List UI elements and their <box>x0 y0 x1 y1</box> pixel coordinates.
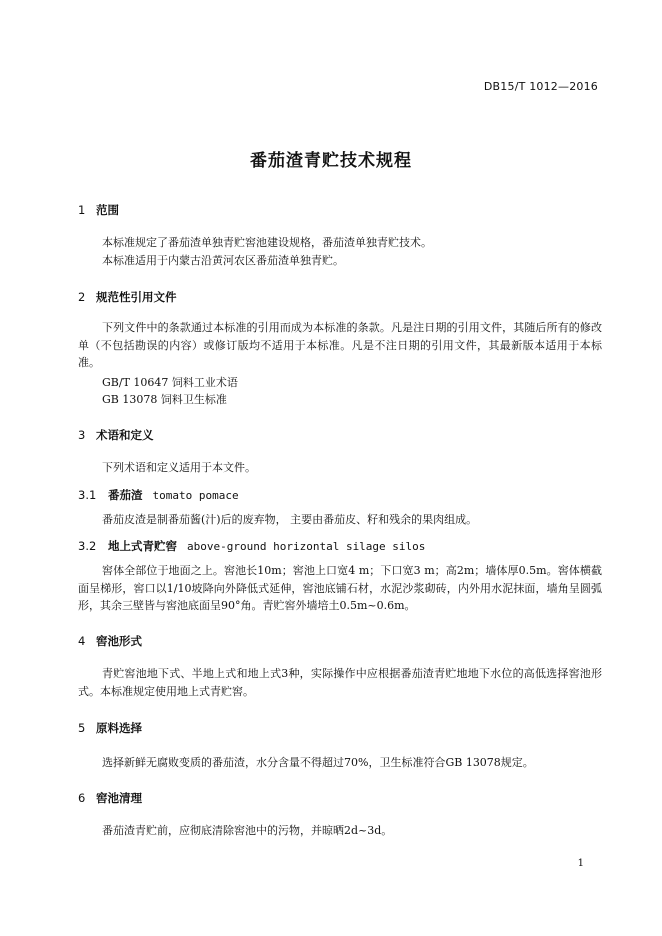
section-number: 1 <box>78 203 86 217</box>
term-english: tomato pomace <box>152 489 239 502</box>
page-title: 番茄渣青贮技术规程 <box>250 151 412 171</box>
section-2-para-1: 下列文件中的条款通过本标准的引用而成为本标准的条款。凡是注日期的引用文件，其随后所有的修改单（不包括勘误的内容）或修订版均不适用于本标准。凡是不注日期的引用文件，其最新版本适用于本标准。 <box>78 321 602 369</box>
term-3-2-heading <box>78 538 425 554</box>
section-title: 窖池形式 <box>96 634 142 648</box>
section-1-heading <box>78 202 119 218</box>
section-1-para-2: 本标准适用于内蒙古沿黄河农区番茄渣单独青贮。 <box>102 254 344 267</box>
section-6-para-1: 番茄渣青贮前，应彻底清除窖池中的污物，并晾晒2d~3d。 <box>102 824 393 837</box>
section-number: 6 <box>78 791 86 805</box>
section-3-para-1: 下列术语和定义适用于本文件。 <box>102 461 256 474</box>
reference-item: GB 13078 饲料卫生标准 <box>102 393 227 406</box>
section-3-heading <box>78 427 154 443</box>
section-title: 规范性引用文件 <box>96 290 177 304</box>
term-title: 番茄渣 <box>108 488 143 502</box>
reference-item: GB/T 10647 饲料工业术语 <box>102 376 238 389</box>
section-2-heading <box>78 289 177 305</box>
standard-code: DB15/T 1012—2016 <box>483 80 598 93</box>
section-title: 范围 <box>96 203 119 217</box>
section-number: 4 <box>78 634 86 648</box>
term-3-2-definition: 窖体全部位于地面之上。窖池长10m；窖池上口宽4 m；下口宽3 m；高2m；墙体厚0.5m。窖体横截面呈梯形，窖口以1/10坡降向外降低式延伸，窖池底铺石材，水泥沙浆砌砖，内外用水泥抹面，墙角呈圆弧形，其余三壁皆与窖池底面呈90°角。青贮窖外墙培土0.5m~0.6m。 <box>78 564 602 612</box>
section-4-heading <box>78 633 142 649</box>
section-number: 3 <box>78 428 86 442</box>
section-title: 术语和定义 <box>96 428 154 442</box>
section-number: 2 <box>78 290 86 304</box>
section-title: 原料选择 <box>96 721 142 735</box>
section-number: 5 <box>78 721 86 735</box>
term-3-1-definition: 番茄皮渣是制番茄酱(汁)后的废弃物， 主要由番茄皮、籽和残余的果肉组成。 <box>102 513 478 526</box>
term-title: 地上式青贮窖 <box>108 539 177 553</box>
section-1-para-1: 本标准规定了番茄渣单独青贮窖池建设规格，番茄渣单独青贮技术。 <box>102 236 432 249</box>
term-3-1-heading <box>78 487 239 503</box>
section-4-para-1: 青贮窖池地下式、半地上式和地上式3种，实际操作中应根据番茄渣青贮地地下水位的高低选择窖池形式。本标准规定使用地上式青贮窖。 <box>78 667 602 698</box>
term-number: 3.1 <box>78 488 97 502</box>
term-number: 3.2 <box>78 539 97 553</box>
section-5-heading <box>78 720 142 736</box>
section-5-para-1: 选择新鲜无腐败变质的番茄渣，水分含量不得超过70%，卫生标准符合GB 13078规定。 <box>102 756 534 769</box>
page-number: 1 <box>577 858 584 869</box>
section-title: 窖池清理 <box>96 791 142 805</box>
term-english: above-ground horizontal silage silos <box>187 540 426 553</box>
section-6-heading <box>78 790 142 806</box>
